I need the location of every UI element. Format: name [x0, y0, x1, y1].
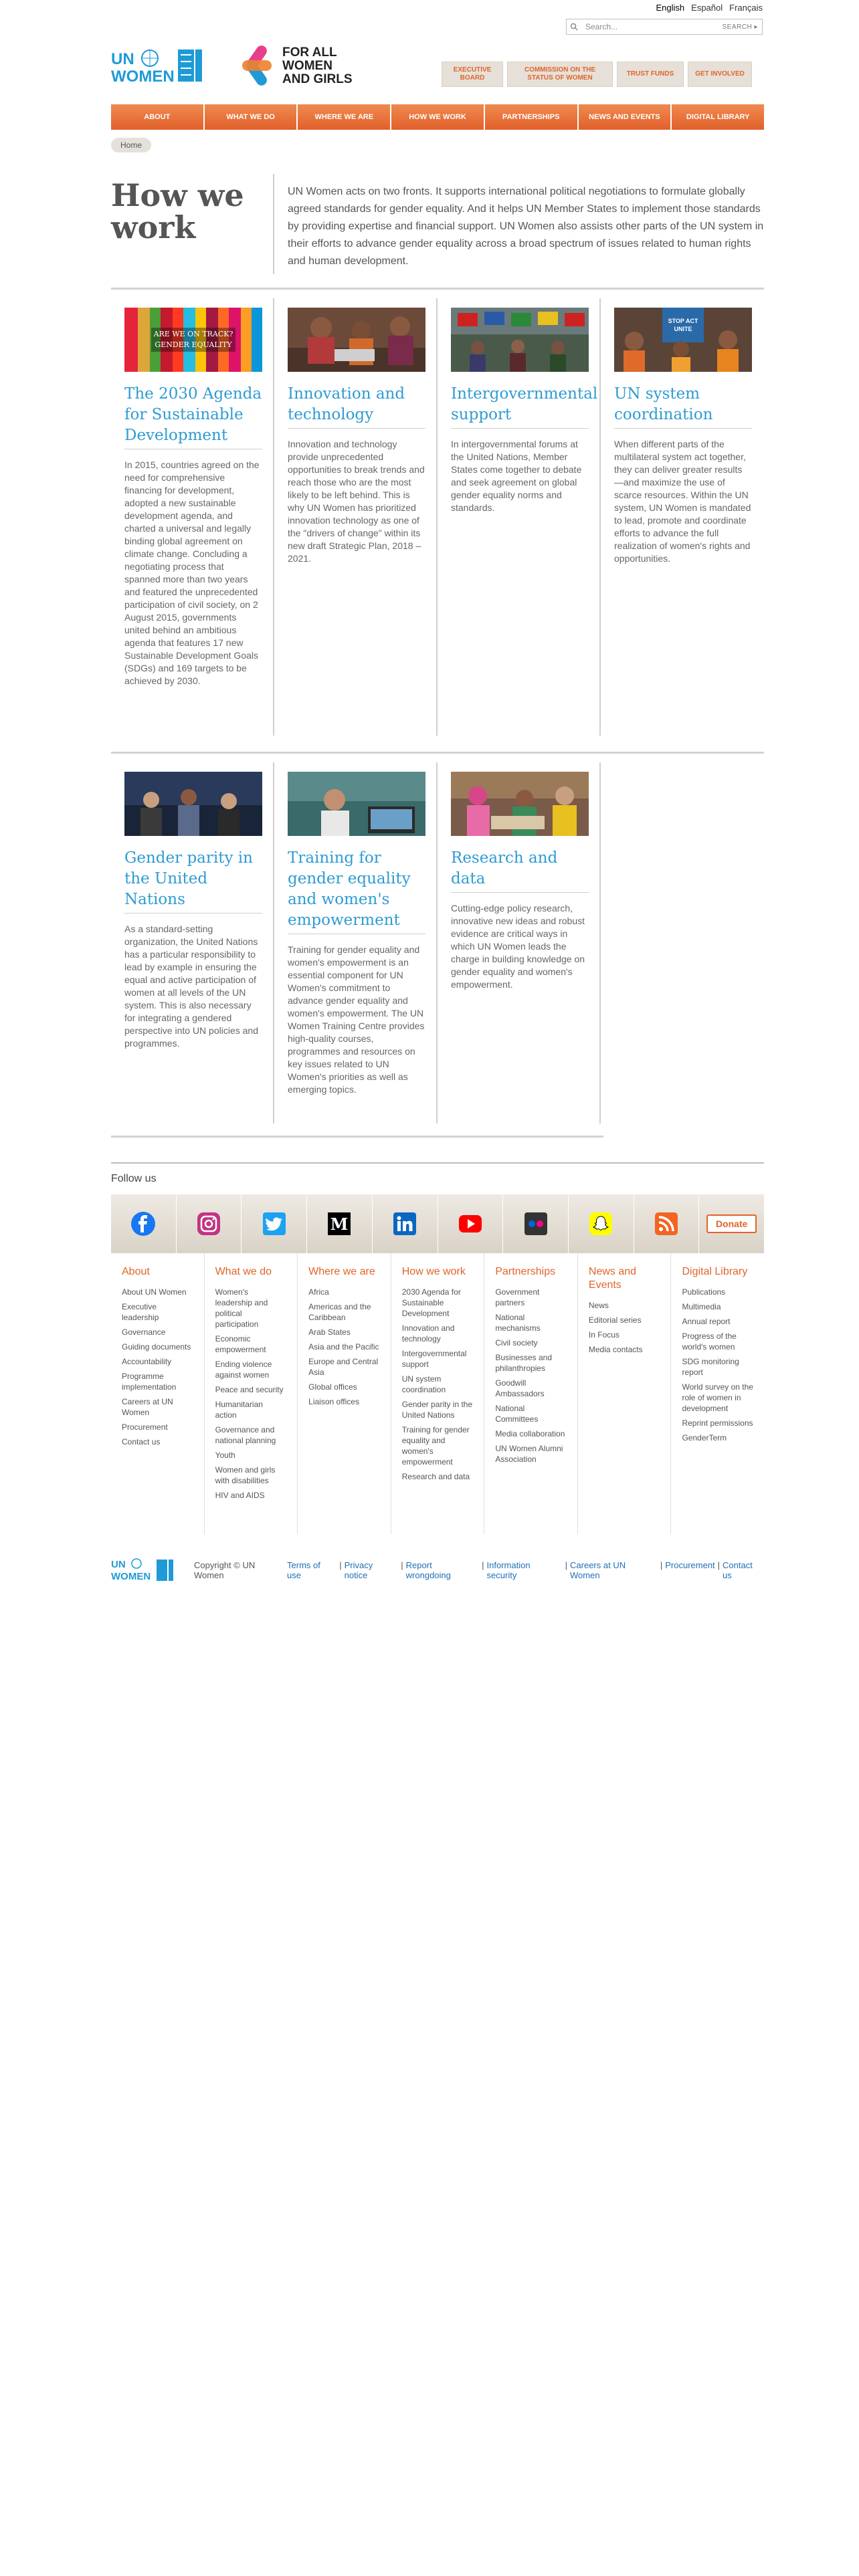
footer-link[interactable]: Media collaboration — [495, 1429, 565, 1438]
column-divider — [436, 762, 438, 1123]
footer-link[interactable]: Multimedia — [682, 1302, 721, 1311]
footer-link[interactable]: Innovation and technology — [401, 1323, 455, 1344]
lang-french[interactable]: Français — [729, 3, 763, 13]
footer-link[interactable]: UN system coordination — [401, 1374, 446, 1394]
nav-partnerships[interactable]: PARTNERSHIPS — [485, 104, 579, 130]
footer-link[interactable]: Training for gender equality and women's empowerment — [401, 1425, 470, 1467]
footer-link[interactable]: Gender parity in the United Nations — [401, 1400, 473, 1420]
footer-link[interactable]: Progress of the world's women — [682, 1331, 737, 1352]
nav-news-and-events[interactable]: NEWS AND EVENTS — [579, 104, 672, 130]
card-image-innovation[interactable] — [288, 308, 425, 372]
footer-column-how-we-work — [391, 1253, 485, 1534]
footer-link[interactable]: Women's leadership and political participation — [215, 1287, 268, 1329]
and-girls-line: AND GIRLS — [282, 72, 353, 86]
card-text: Training for gender equality and women's empowerment is an essential component for UN Women's commitment to advance gender equality and women's empowerment. The UN Women Training Centre provides high-quality courses, programmes and resources on key issues related to UN Women's priorities as well as emerging topics. — [288, 944, 425, 1095]
page-title: How we work — [111, 177, 244, 245]
footer-un-women-logo[interactable] — [111, 1557, 185, 1584]
legal-link-terms[interactable]: Terms of use — [287, 1560, 320, 1580]
bottom-bar — [111, 1557, 764, 1584]
follow-us-title: Follow us — [111, 1173, 157, 1184]
card-research-data — [451, 772, 589, 991]
section-divider — [111, 752, 764, 754]
separator: | — [401, 1560, 403, 1570]
footer-link[interactable]: Guiding documents — [122, 1342, 191, 1352]
footer-link[interactable]: Executive leadership — [122, 1302, 159, 1322]
footer-link[interactable]: Youth — [215, 1451, 235, 1460]
card-image-research[interactable] — [451, 772, 589, 836]
breadcrumb-home[interactable]: Home — [111, 138, 151, 152]
legal-link-careers[interactable]: Careers at UN Women — [570, 1560, 626, 1580]
footer-link[interactable]: Asia and the Pacific — [308, 1342, 379, 1352]
copyright: Copyright © UN Women — [194, 1560, 256, 1580]
svg-text:WOMEN: WOMEN — [111, 68, 175, 86]
lang-spanish[interactable]: Español — [691, 3, 723, 13]
svg-text:UN: UN — [111, 1559, 126, 1570]
footer-link[interactable]: National Committees — [495, 1404, 539, 1424]
search-input[interactable]: Search... — [585, 22, 618, 31]
footer-link[interactable]: Programme implementation — [122, 1372, 177, 1392]
donate-button[interactable]: Donate — [706, 1214, 757, 1233]
footer-link[interactable]: Procurement — [122, 1422, 168, 1432]
card-image-caption: STOP ACT UNITE — [668, 318, 698, 332]
column-divider — [273, 762, 274, 1123]
svg-text:M: M — [330, 1214, 349, 1234]
footer-link[interactable]: Women and girls with disabilities — [215, 1465, 276, 1485]
footer-link[interactable]: HIV and AIDS — [215, 1491, 265, 1500]
footer-link[interactable]: Civil society — [495, 1338, 538, 1348]
card-image-intergovernmental[interactable] — [451, 308, 589, 372]
separator: | — [565, 1560, 568, 1570]
nav-what-we-do[interactable]: WHAT WE DO — [205, 104, 298, 130]
card-title[interactable]: Training for gender equality and women's empowerment — [288, 848, 425, 934]
main-nav — [111, 104, 764, 130]
footer-link[interactable]: Goodwill Ambassadors — [495, 1378, 545, 1398]
top-link-commission[interactable]: COMMISSION ON THE STATUS OF WOMEN — [507, 62, 613, 87]
card-text: As a standard-setting organization, the United Nations has a particular responsibility to lead by example in ensuring the equal and active participation of women at all levels of the UN system. This is also necessary for integrating a gendered perspective into UN policies and programmes. — [124, 924, 258, 1049]
footer-heading[interactable]: News and Events — [588, 1266, 637, 1291]
twitter-icon[interactable] — [242, 1194, 307, 1253]
separator: | — [339, 1560, 342, 1570]
nav-about[interactable]: ABOUT — [111, 104, 205, 130]
footer-column-where-we-are — [298, 1253, 391, 1534]
top-link-trust-funds[interactable]: TRUST FUNDS — [617, 62, 684, 87]
footer-divider — [111, 1162, 764, 1164]
footer-link[interactable]: Annual report — [682, 1317, 731, 1326]
nav-where-we-are[interactable]: WHERE WE ARE — [298, 104, 391, 130]
footer-link[interactable]: Reprint permissions — [682, 1418, 753, 1428]
nav-how-we-work[interactable]: HOW WE WORK — [391, 104, 485, 130]
footer-link[interactable]: About UN Women — [122, 1287, 187, 1297]
card-image-2030-agenda[interactable] — [124, 308, 262, 372]
footer-heading[interactable]: What we do — [215, 1266, 272, 1277]
legal-link-report-wrongdoing[interactable]: Report wrongdoing — [405, 1560, 451, 1580]
footer-link[interactable]: Africa — [308, 1287, 329, 1297]
intro-text: UN Women acts on two fronts. It supports international political negotiations to formulate globally agreed standards for gender equality. And it helps UN Member States to implement those standards by providing expertise and financial support. UN Women also assists other parts of the UN system in their efforts to advance gender equality across a broad spectrum of issues related to human rights and human development. — [288, 186, 764, 267]
rss-icon[interactable] — [634, 1194, 700, 1253]
card-text: When different parts of the multilateral system act together, they can deliver greater results —and maximize the use of scarce resources. Within the UN system, UN Women is mandated to lead, promote and coordinate efforts to advance the full realization of women's rights and opportunities. — [614, 439, 751, 564]
footer-link[interactable]: Americas and the Caribbean — [308, 1302, 371, 1322]
linkedin-icon[interactable] — [373, 1194, 438, 1253]
medium-icon[interactable] — [307, 1194, 373, 1253]
legal-link-contact[interactable]: Contact us — [723, 1560, 753, 1580]
women-line: WOMEN — [282, 59, 332, 73]
for-all-line: FOR ALL — [282, 45, 337, 60]
footer-heading[interactable]: How we work — [401, 1266, 466, 1277]
footer-link[interactable]: National mechanisms — [495, 1313, 541, 1333]
footer-link[interactable]: GenderTerm — [682, 1433, 727, 1442]
legal-link-information-security[interactable]: Information security — [486, 1560, 531, 1580]
footer-link[interactable]: Contact us — [122, 1437, 161, 1446]
footer-link[interactable]: In Focus — [588, 1330, 619, 1339]
footer-link[interactable]: Europe and Central Asia — [308, 1357, 379, 1377]
footer-column-about — [111, 1253, 205, 1534]
footer-link[interactable]: 2030 Agenda for Sustainable Development — [401, 1287, 461, 1318]
search-button[interactable]: SEARCH ▸ — [722, 23, 758, 31]
section-divider — [111, 1136, 603, 1138]
footer-link[interactable]: Peace and security — [215, 1385, 284, 1394]
footer-link[interactable]: Liaison offices — [308, 1397, 359, 1406]
card-text: In 2015, countries agreed on the need for comprehensive financing for development, adopted a new sustainable development agenda, and charted a universal and legally binding global agreement on climate change. Concluding a negotiating process that spanned more than two years and featured the unprecedented participation of civil society, on 2 August 2015, governments united behind an ambitious agenda that features 17 new Sustainable Development Goals (SDGs) and 169 targets to be achieved by 2030. — [124, 459, 260, 686]
card-2030-agenda — [124, 308, 262, 687]
footer-heading[interactable]: Partnerships — [495, 1266, 556, 1277]
card-text: Innovation and technology provide unprecedented opportunities to break trends and reach those who are the most likely to be left behind. This is why UN Women has prioritized innovation technology as one of the "drivers of change" within its new draft Strategic Plan, 2018 – 2021. — [288, 439, 425, 564]
footer-link[interactable]: Governance and national planning — [215, 1425, 276, 1445]
snapchat-icon[interactable] — [569, 1194, 634, 1253]
social-row — [111, 1194, 764, 1253]
card-title[interactable]: UN system coordination — [614, 384, 752, 429]
search-box — [566, 19, 763, 35]
card-title[interactable]: Gender parity in the United Nations — [124, 848, 262, 914]
footer-column-news-events — [578, 1253, 672, 1534]
intro-divider — [273, 174, 274, 274]
youtube-icon[interactable] — [438, 1194, 504, 1253]
footer-column-what-we-do — [205, 1253, 298, 1534]
flickr-icon[interactable] — [503, 1194, 569, 1253]
footer-link[interactable]: Research and data — [401, 1472, 470, 1481]
card-title[interactable]: Innovation and technology — [288, 384, 425, 429]
footer-link[interactable]: Arab States — [308, 1327, 351, 1337]
card-intergovernmental-support — [451, 308, 598, 514]
footer-link[interactable]: World survey on the role of women in development — [682, 1382, 753, 1413]
legal-link-privacy[interactable]: Privacy notice — [344, 1560, 373, 1580]
column-divider — [599, 298, 601, 736]
card-gender-parity — [124, 772, 262, 1050]
footer-link[interactable]: Government partners — [495, 1287, 540, 1307]
legal-links — [287, 1560, 764, 1580]
card-training — [288, 772, 425, 1096]
footer-link[interactable]: Humanitarian action — [215, 1400, 263, 1420]
column-divider — [273, 298, 274, 736]
column-divider — [436, 298, 438, 736]
top-links — [442, 62, 752, 87]
svg-text:WOMEN: WOMEN — [111, 1571, 151, 1582]
footer-heading[interactable]: Where we are — [308, 1266, 375, 1277]
card-image-caption: ARE WE ON TRACK? GENDER EQUALITY — [153, 330, 233, 349]
svg-text:UN: UN — [111, 50, 134, 68]
donate-cell — [699, 1194, 764, 1253]
footer-link[interactable]: Businesses and philanthropies — [495, 1353, 553, 1373]
legal-link-procurement[interactable]: Procurement — [665, 1560, 715, 1570]
card-un-system-coordination — [614, 308, 752, 565]
nav-digital-library[interactable]: DIGITAL LIBRARY — [672, 104, 764, 130]
footer-link[interactable]: News — [588, 1301, 609, 1310]
card-image-gender-parity[interactable] — [124, 772, 262, 836]
footer-link[interactable]: Ending violence against women — [215, 1360, 272, 1380]
section-divider — [111, 288, 764, 290]
footer-link[interactable]: Careers at UN Women — [122, 1397, 173, 1417]
footer-link[interactable]: Publications — [682, 1287, 726, 1297]
top-link-get-involved[interactable]: GET INVOLVED — [688, 62, 752, 87]
card-title[interactable]: Intergovernmental support — [451, 384, 589, 429]
card-innovation-technology — [288, 308, 425, 565]
footer-link[interactable]: Editorial series — [588, 1315, 642, 1325]
top-link-executive-board[interactable]: EXECUTIVE BOARD — [442, 62, 503, 87]
separator: | — [482, 1560, 484, 1570]
footer-link[interactable]: Global offices — [308, 1382, 357, 1392]
footer-heading[interactable]: About — [122, 1266, 150, 1277]
footer-link[interactable]: Governance — [122, 1327, 166, 1337]
separator: | — [717, 1560, 721, 1570]
footer-link[interactable]: UN Women Alumni Association — [495, 1444, 563, 1464]
language-switcher — [656, 3, 763, 13]
card-text: Cutting-edge policy research, innovative new ideas and robust evidence are critical ways in which UN Women leads the charge in building knowledge on gender equality and women's empowerment. — [451, 903, 585, 990]
footer-link[interactable]: Accountability — [122, 1357, 172, 1366]
un-women-logo[interactable] — [111, 48, 225, 86]
footer-link[interactable]: SDG monitoring report — [682, 1357, 739, 1377]
for-all-logo-mark-icon — [238, 44, 276, 88]
lang-english[interactable]: English — [656, 3, 685, 13]
card-text: In intergovernmental forums at the United Nations, Member States come together to debate and seek agreement on global gender equality norms and standards. — [451, 439, 582, 513]
search-button-label: SEARCH — [722, 23, 753, 31]
column-divider — [599, 762, 601, 1123]
footer-sitemap — [111, 1253, 764, 1534]
footer-link[interactable]: Media contacts — [588, 1345, 643, 1354]
facebook-icon[interactable] — [111, 1194, 177, 1253]
for-all-women-and-girls-logo[interactable] — [238, 43, 372, 90]
footer-link[interactable]: Economic empowerment — [215, 1334, 266, 1354]
card-title[interactable]: Research and data — [451, 848, 589, 893]
for-all-text — [282, 46, 353, 86]
separator: | — [660, 1560, 663, 1570]
card-title[interactable]: The 2030 Agenda for Sustainable Development — [124, 384, 262, 449]
footer-heading[interactable]: Digital Library — [682, 1266, 748, 1277]
search-icon — [567, 19, 581, 34]
footer-column-digital-library — [671, 1253, 764, 1534]
card-image-un-system[interactable] — [614, 308, 752, 372]
card-image-training[interactable] — [288, 772, 425, 836]
instagram-icon[interactable] — [177, 1194, 242, 1253]
footer-column-partnerships — [484, 1253, 578, 1534]
footer-link[interactable]: Intergovernmental support — [401, 1349, 467, 1369]
